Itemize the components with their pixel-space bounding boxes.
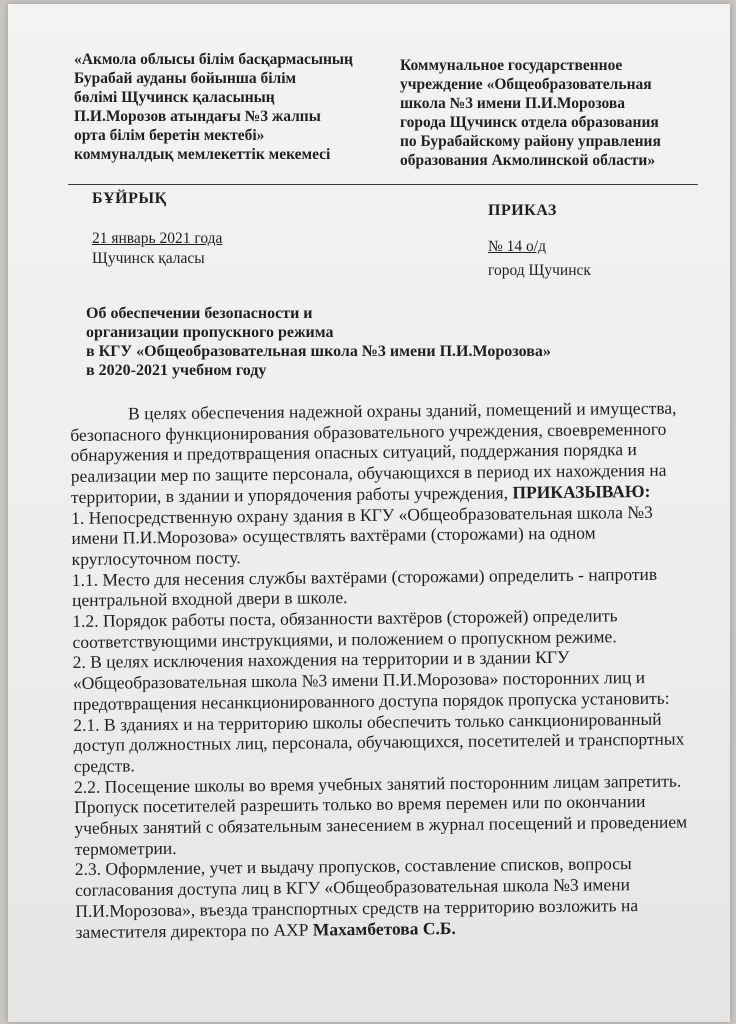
- header-kz-line: орта білім беретін мектебі»: [74, 127, 265, 144]
- title-line: организации пропускного режима: [86, 324, 334, 341]
- title-line: в 2020-2021 учебном году: [86, 362, 267, 379]
- body-line: 1. Непосредственную охрану здания в КГУ «Общеобразовательная школа №3: [71, 501, 653, 528]
- header-ru-line: Коммунальное государственное: [400, 57, 623, 74]
- city-kz: Щучинск қаласы: [92, 250, 205, 267]
- body-line: 1.2. Порядок работы поста, обязанности вахтёров (сторожей) определить: [72, 605, 618, 632]
- intro-last-text: территории, в здании и упорядочения работы учреждения,: [70, 482, 513, 507]
- order-date: 21 январь 2021 года: [92, 230, 223, 247]
- body-line: имени П.И.Морозова» осуществлять вахтёрами (сторожами) на одном: [71, 522, 596, 549]
- header-kz-line: коммуналдық мемлекеттік мекемесі: [74, 146, 331, 163]
- order-title: [86, 304, 551, 380]
- header-ru-line: школа №3 имени П.И.Морозова: [400, 95, 626, 112]
- body-line: учебных занятий с обязательным занесением в журнал посещений и проведением: [74, 811, 688, 839]
- body-line: реализации мер по защите персонала, обучающихся в период их нахождения на: [70, 459, 667, 487]
- header-kz-line: П.И.Морозов атындағы №3 жалпы: [74, 108, 321, 125]
- header-kz-line: «Акмола облысы білім басқармасының: [74, 51, 353, 68]
- city-ru: город Щучинск: [488, 262, 591, 279]
- body-line: согласования доступа лиц в КГУ «Общеобразовательная школа №3 имени: [74, 874, 631, 901]
- body-line: термометрии.: [74, 837, 177, 859]
- header-kz-line: бөлімі Щучинск қаласының: [74, 89, 275, 106]
- body-line: 2.2. Посещение школы во время учебных занятий посторонним лицам запретить.: [73, 770, 682, 797]
- header-ru-line: города Щучинск отдела образования: [400, 114, 659, 131]
- body-line: 2. В целях исключения нахождения на территории и в здании КГУ: [72, 647, 570, 673]
- body-line: предотвращения несанкционированного доступа порядок пропуска установить:: [73, 687, 670, 714]
- order-body: [70, 397, 716, 942]
- title-line: Об обеспечении безопасности и: [86, 305, 313, 322]
- header-ru-line: по Бурабайскому району управления: [400, 133, 661, 150]
- body-line: В целях обеспечения надежной охраны зданий, помещений и имущества,: [127, 397, 677, 424]
- body-line: центральной входной двери в школе.: [71, 587, 348, 611]
- header-kazakh: [74, 50, 353, 164]
- order-word: ПРИКАЗЫВАЮ:: [512, 480, 651, 503]
- title-line: в КГУ «Общеобразовательная школа №3 имени П.И.Морозова»: [86, 343, 551, 360]
- body-line: круглосуточном посту.: [71, 547, 241, 569]
- header-ru-line: учреждение «Общеобразовательная: [400, 76, 652, 93]
- body-line: средств.: [73, 755, 135, 776]
- body-line: 2.1. В зданиях и на территорию школы обеспечить только санкционированный: [73, 708, 662, 735]
- header-russian: [400, 56, 661, 170]
- header-ru-line: образования Акмолинской области»: [400, 152, 656, 169]
- document-page: [8, 4, 730, 1022]
- body-line: обнаружения и предотвращения опасных ситуаций, поддержания порядка и: [70, 439, 637, 466]
- body-line: «Общеобразовательная школа №3 имени П.И.Морозова» посторонних лиц и: [72, 667, 646, 694]
- body-line: безопасного функционирования образовательного учреждения, своевременного: [70, 418, 667, 445]
- header-kz-line: Бурабай ауданы бойынша білім: [74, 70, 297, 87]
- body-line: 2.3. Оформление, учет и выдачу пропусков, составление списков, вопросы: [74, 853, 632, 880]
- body-line: П.И.Морозова», въезда транспортных средств на территорию возложить на: [75, 894, 639, 921]
- responsible-person: Махамбетова С.Б.: [312, 917, 456, 940]
- body-line: доступ должностных лиц, персонала, обучающихся, посетителей и транспортных: [73, 728, 685, 756]
- header-divider: [68, 184, 698, 185]
- order-label-ru: ПРИКАЗ: [488, 202, 557, 219]
- final-prefix: заместителя директора по АХР: [75, 919, 313, 942]
- body-line: соответствующими инструкциями, и положением о пропускном режиме.: [72, 626, 617, 652]
- body-line: 1.1. Место для несения службы вахтёрами (сторожами) определить - напротив: [71, 563, 658, 590]
- body-line: Пропуск посетителей разрешить только во время перемен или по окончании: [74, 791, 646, 818]
- order-number: № 14 о/д: [488, 238, 546, 255]
- order-label-kz: БҰЙРЫҚ: [92, 190, 167, 207]
